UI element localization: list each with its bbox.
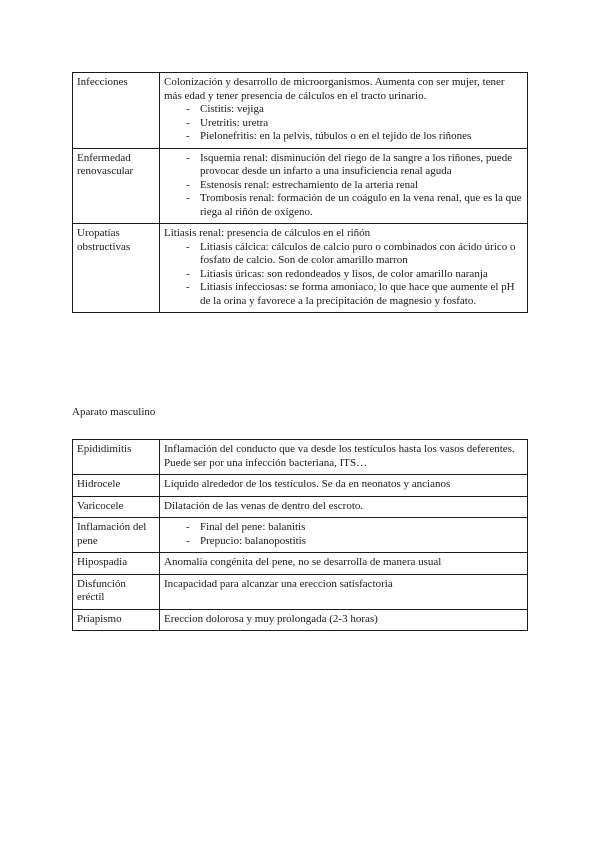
list-item: - Uretritis: uretra xyxy=(186,117,523,131)
table-row xyxy=(73,440,528,475)
description-cell: Dilatación de las venas de dentro del escroto. xyxy=(160,496,528,518)
description-cell xyxy=(160,224,528,313)
description-cell: Anomalía congénita del pene, no se desarrolla de manera usual xyxy=(160,553,528,575)
list-item: - Prepucio: balanopostitis xyxy=(186,535,523,549)
table-row xyxy=(73,518,528,553)
description-cell: Incapacidad para alcanzar una ereccion satisfactoria xyxy=(160,574,528,609)
description-cell xyxy=(160,73,528,149)
term-cell: Disfunción eréctil xyxy=(73,574,160,609)
term-cell: Priapismo xyxy=(73,609,160,631)
description-text: Litiasis renal: presencia de cálculos en el riñón xyxy=(164,227,371,239)
table-row xyxy=(73,224,528,313)
description-cell: Líquido alrededor de los testículos. Se da en neonatos y ancianos xyxy=(160,475,528,497)
term-cell: Inflamación del pene xyxy=(73,518,160,553)
term-cell: Varicocele xyxy=(73,496,160,518)
table-row xyxy=(73,148,528,224)
list-item: - Isquemia renal: disminución del riego de la sangre a los riñones, puede provocar desde un infarto a una insuficiencia renal aguda xyxy=(186,152,523,179)
table-row xyxy=(73,553,528,575)
list-item: - Litiasis úricas: son redondeados y lisos, de color amarillo naranja xyxy=(186,268,523,282)
list-item: - Pielonefritis: en la pelvis, túbulos o en el tejido de los riñones xyxy=(186,130,523,144)
urinary-pathologies-table xyxy=(72,72,528,313)
term-cell: Infecciones xyxy=(73,73,160,149)
term-cell: Hidrocele xyxy=(73,475,160,497)
term-cell: Epididimitis xyxy=(73,440,160,475)
description-text: Colonización y desarrollo de microorganismos. Aumenta con ser mujer, tener más edad y tener presencia de cálculos en el tracto urinario. xyxy=(164,76,505,102)
description-cell: Inflamación del conducto que va desde los testículos hasta los vasos deferentes. Puede ser por una infección bacteriana, ITS… xyxy=(160,440,528,475)
description-cell: Ereccion dolorosa y muy prolongada (2-3 horas) xyxy=(160,609,528,631)
list-item: - Cistitis: vejiga xyxy=(186,103,523,117)
table-row xyxy=(73,609,528,631)
table-row xyxy=(73,496,528,518)
description-cell xyxy=(160,518,528,553)
list-item: - Final del pene: balanitis xyxy=(186,521,523,535)
section-title: Aparato masculino xyxy=(72,406,156,418)
list-item: - Litiasis infecciosas: se forma amoniaco, lo que hace que aumente el pH de la orina y favorece a la precipitación de magnesio y fosfato. xyxy=(186,281,523,308)
bullet-list xyxy=(164,103,523,144)
description-cell xyxy=(160,148,528,224)
term-cell: Enfermedad renovascular xyxy=(73,148,160,224)
bullet-list xyxy=(164,241,523,309)
list-item: - Trombosis renal: formación de un coágulo en la vena renal, que es la que riega al riñón de oxígeno. xyxy=(186,192,523,219)
male-pathologies-table xyxy=(72,439,528,631)
bullet-list xyxy=(164,152,523,220)
table-row xyxy=(73,475,528,497)
table-row xyxy=(73,73,528,149)
list-item: - Estenosis renal: estrechamiento de la arteria renal xyxy=(186,179,523,193)
term-cell: Hipospadia xyxy=(73,553,160,575)
term-cell: Uropatías obstructivas xyxy=(73,224,160,313)
bullet-list xyxy=(164,521,523,548)
table-row xyxy=(73,574,528,609)
list-item: - Litiasis cálcica: cálculos de calcio puro o combinados con ácido úrico o fosfato de calcio. Son de color amarillo marron xyxy=(186,241,523,268)
